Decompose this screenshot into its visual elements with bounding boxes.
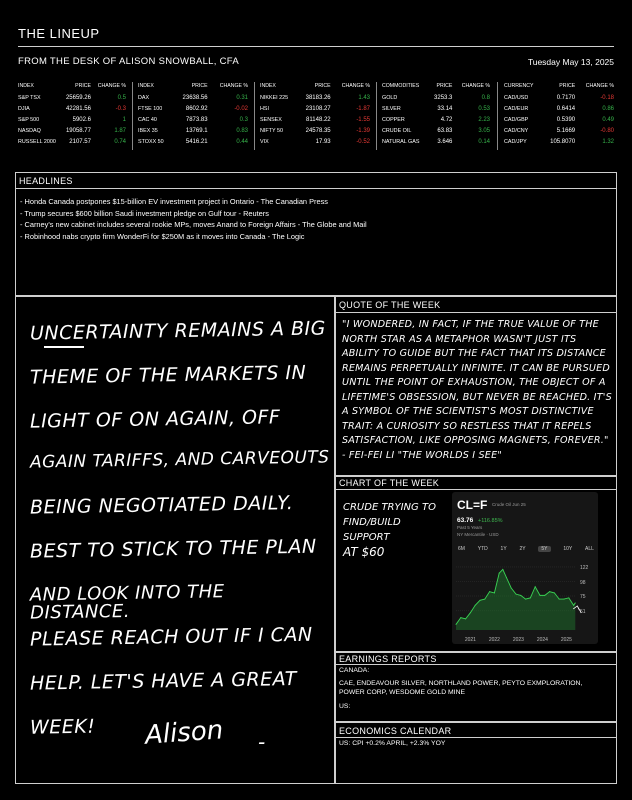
note-line: HELP. LET'S HAVE A GREAT [29,667,298,695]
market-divider [132,82,133,150]
table-row: SILVER 33.14 0.53 [382,105,490,112]
chart-period: Past 5 Years [457,525,483,530]
headline-item[interactable]: - Robinhood nabs crypto firm WonderFi for $250M as it moves into Canada - The Logic [20,231,305,241]
earnings-us-label: US: [339,703,351,710]
chart-ticker: CL=F [457,498,488,512]
headline-item[interactable]: - Trump secures $600 billion Saudi investment pledge on Gulf tour - Reuters [20,208,269,218]
table-row: VIX 17.93 -0.52 [260,138,370,145]
y-tick-label: 51 [580,608,586,615]
note-underline [44,346,84,348]
signature-dash: - [258,730,266,754]
price-point [489,591,490,592]
headlines-label: HEADLINES [19,176,73,186]
market-divider [254,82,255,150]
price-point [520,595,521,596]
note-line: WEEK! [29,715,96,739]
price-point [506,577,507,578]
earnings-canada-label: CANADA: [339,667,370,674]
price-point [549,591,550,592]
table-row: S&P 500 5902.6 1 [18,116,126,123]
y-tick-label: 122 [580,564,589,571]
price-point [480,600,481,601]
table-row: NIFTY 50 24578.35 -1.39 [260,127,370,134]
crude-oil-chart [452,556,598,644]
table-row: CAD/CNY 5.1669 -0.80 [504,127,614,134]
title-divider [18,46,614,47]
x-tick-label: 2022 [488,637,500,643]
economics-divider [335,737,617,738]
earnings-label: EARNINGS REPORTS [339,654,437,664]
table-row: CAD/JPY 105.8070 1.32 [504,138,614,145]
earnings-canada-list: CAE, ENDEAVOUR SILVER, NORTHLAND POWER, PEYTO EXMPLORATION, POWER CORP, WESDOME GOLD MINE [339,680,583,696]
chart-range-bar [458,546,594,552]
table-row: NATURAL GAS 3.646 0.14 [382,138,490,145]
price-point [575,602,576,603]
table-row: CAC 40 7873.83 0.3 [138,116,248,123]
price-point [564,599,565,600]
market-table-3: COMMODITIES PRICE CHANGE % GOLD 3253.3 0.8 SILVER 33.14 0.53 COPPER 4.72 2.23 CRUDE OIL 63.83 3.05 NATURAL GAS 3.646 0.14 [380,83,492,147]
note-line: LIGHT OF ON AGAIN, OFF [29,406,281,433]
range-all[interactable]: ALL [585,546,594,552]
table-row: NASDAQ 19058.77 1.87 [18,127,126,134]
range-6m[interactable]: 6M [458,546,465,552]
note-line: PLEASE REACH OUT IF I CAN [29,623,313,651]
note-line: BEST TO STICK TO THE PLAN [29,535,317,563]
table-row: CAD/USD 0.7170 -0.18 [504,94,614,101]
issue-date: Tuesday May 13, 2025 [527,57,614,67]
note-line: AND LOOK INTO THE DISTANCE. [29,581,225,624]
table-row: FTSE 100 8602.92 -0.02 [138,105,248,112]
chart-divider [335,489,617,490]
quote-label: QUOTE OF THE WEEK [339,300,441,310]
range-10y[interactable]: 10Y [563,546,573,552]
price-point [535,586,536,587]
table-row: SENSEX 81148.22 -1.55 [260,116,370,123]
table-row: HSI 23108.27 -1.87 [260,105,370,112]
table-row: CAD/GBP 0.5390 0.49 [504,116,614,123]
table-row: S&P TSX 25659.26 0.5 [18,94,126,101]
price-point [573,605,574,606]
table-row: CRUDE OIL 63.83 3.05 [382,127,490,134]
economics-text: US: CPI +0.2% APRIL, +2.3% YOY [339,740,446,747]
table-row: CAD/EUR 0.6414 0.86 [504,105,614,112]
price-point [516,594,517,595]
y-tick-label: 75 [580,594,586,600]
x-tick-label: 2023 [512,637,524,643]
price-point [540,595,541,596]
signature: Alison [144,715,225,751]
market-table-1: INDEX PRICE CHANGE % DAX 23638.56 0.31 FTSE 100 8602.92 -0.02 CAC 40 7873.83 0.3 IBEX 35 13769.1 0.83 STOXX 50 5416.21 0.44 [136,83,250,147]
price-point [568,597,569,598]
price-point [460,617,461,618]
price-point [559,599,560,600]
price-point [456,624,457,625]
chart-exchange: NY Mercantile · USD [457,532,499,537]
price-point [484,599,485,600]
price-point [502,569,503,570]
chart-price: 63.76 [457,517,474,524]
table-row: GOLD 3253.3 0.8 [382,94,490,101]
range-1y[interactable]: 1Y [500,546,507,552]
chart-card [452,492,598,644]
price-point [470,612,471,613]
market-table-0: INDEX PRICE CHANGE % S&P TSX 25659.26 0.5 DJIA 42281.56 -0.3 S&P 500 5902.6 1 NASDAQ 19058.77 1.87 RUSSELL 2000 2107.57 0.74 [16,83,128,147]
range-5y[interactable]: 5Y [538,546,550,552]
price-area [456,569,575,630]
table-row: STOXX 50 5416.21 0.44 [138,138,248,145]
page-title: THE LINEUP [18,26,100,41]
chart-subtitle: Crude Oil Jun 25 [492,502,526,507]
headlines-divider [15,188,617,189]
headline-item[interactable]: - Honda Canada postpones $15-billion EV investment project in Ontario - The Canadian Press [20,197,328,206]
quote-divider [335,312,617,313]
range-ytd[interactable]: YTD [477,546,488,552]
chart-note: CRUDE TRYING TO FIND/BUILD SUPPORT AT $60 [343,502,436,559]
table-row: DJIA 42281.56 -0.3 [18,105,126,112]
author-line: FROM THE DESK OF ALISON SNOWBALL, CFA [18,56,240,67]
x-tick-label: 2021 [464,637,476,643]
earnings-divider [335,664,617,665]
chart-change: +116.85% [478,517,503,524]
price-point [525,599,526,600]
market-table-2: INDEX PRICE CHANGE % NIKKEI 225 38183.26 1.43 HSI 23108.27 -1.87 SENSEX 81148.22 -1.55 NIFTY 50 24578.35 -1.39 VIX 17.93 -0.52 [258,83,372,147]
note-line: THEME OF THE MARKETS IN [29,361,307,389]
price-point [544,595,545,596]
economics-label: ECONOMICS CALENDAR [339,726,452,736]
note-line: AGAIN TARIFFS, AND CARVEOUTS [29,447,330,473]
x-tick-label: 2024 [536,637,548,643]
price-point [499,573,500,574]
price-point [465,618,466,619]
price-point [475,605,476,606]
headline-item[interactable]: - Carney's new cabinet includes several rookie MPs, moves Anand to Foreign Affairs - The Globe and Mail [20,220,367,230]
table-row: NIKKEI 225 38183.26 1.43 [260,94,370,101]
range-2y[interactable]: 2Y [519,546,526,552]
price-point [530,597,531,598]
price-point [554,592,555,593]
note-line: UNCERTAINTY REMAINS A BIG [29,317,327,345]
market-divider [497,82,498,150]
x-tick-label: 2025 [560,637,572,643]
table-row: COPPER 4.72 2.23 [382,116,490,123]
price-point [511,587,512,588]
headlines-list [20,196,610,242]
chart-label: CHART OF THE WEEK [339,478,440,488]
market-divider [376,82,377,150]
quote-text: "I WONDERED, IN FACT, IF THE TRUE VALUE OF THE NORTH STAR AS A METAPHOR WASN'T JUST ITS ABILITY TO GUIDE BUT THE FACT THAT ITS DISTANCE REMAINS PERPETUALLY INFINITE. IT CAN BE PURSUED UNTIL THE POINT OF EXHAUSTION, THE OBJECT OF A LIFETIME'S OBSESSION, BUT NEVER BE REACHED. IT'S A SYMBOL OF THE SCIENTIST'S MOST DISTINCTIVE TRAIT: A CURIOSITY SO RESTLESS THAT IT REPELS SATISFACTION, LIKE OPPOSING MAGNETS, FOREVER." - FEI-FEI LI "THE WORLDS I SEE" [342,319,612,461]
table-row: IBEX 35 13769.1 0.83 [138,127,248,134]
price-point [494,592,495,593]
y-tick-label: 98 [580,579,586,586]
note-line: BEING NEGOTIATED DAILY. [29,492,294,519]
market-table-4: CURRENCY PRICE CHANGE % CAD/USD 0.7170 -0.18 CAD/EUR 0.6414 0.86 CAD/GBP 0.5390 0.49 CAD/CNY 5.1669 -0.80 CAD/JPY 105.8070 1.32 [502,83,616,147]
table-row: RUSSELL 2000 2107.57 0.74 [18,138,126,145]
table-row: DAX 23638.56 0.31 [138,94,248,101]
